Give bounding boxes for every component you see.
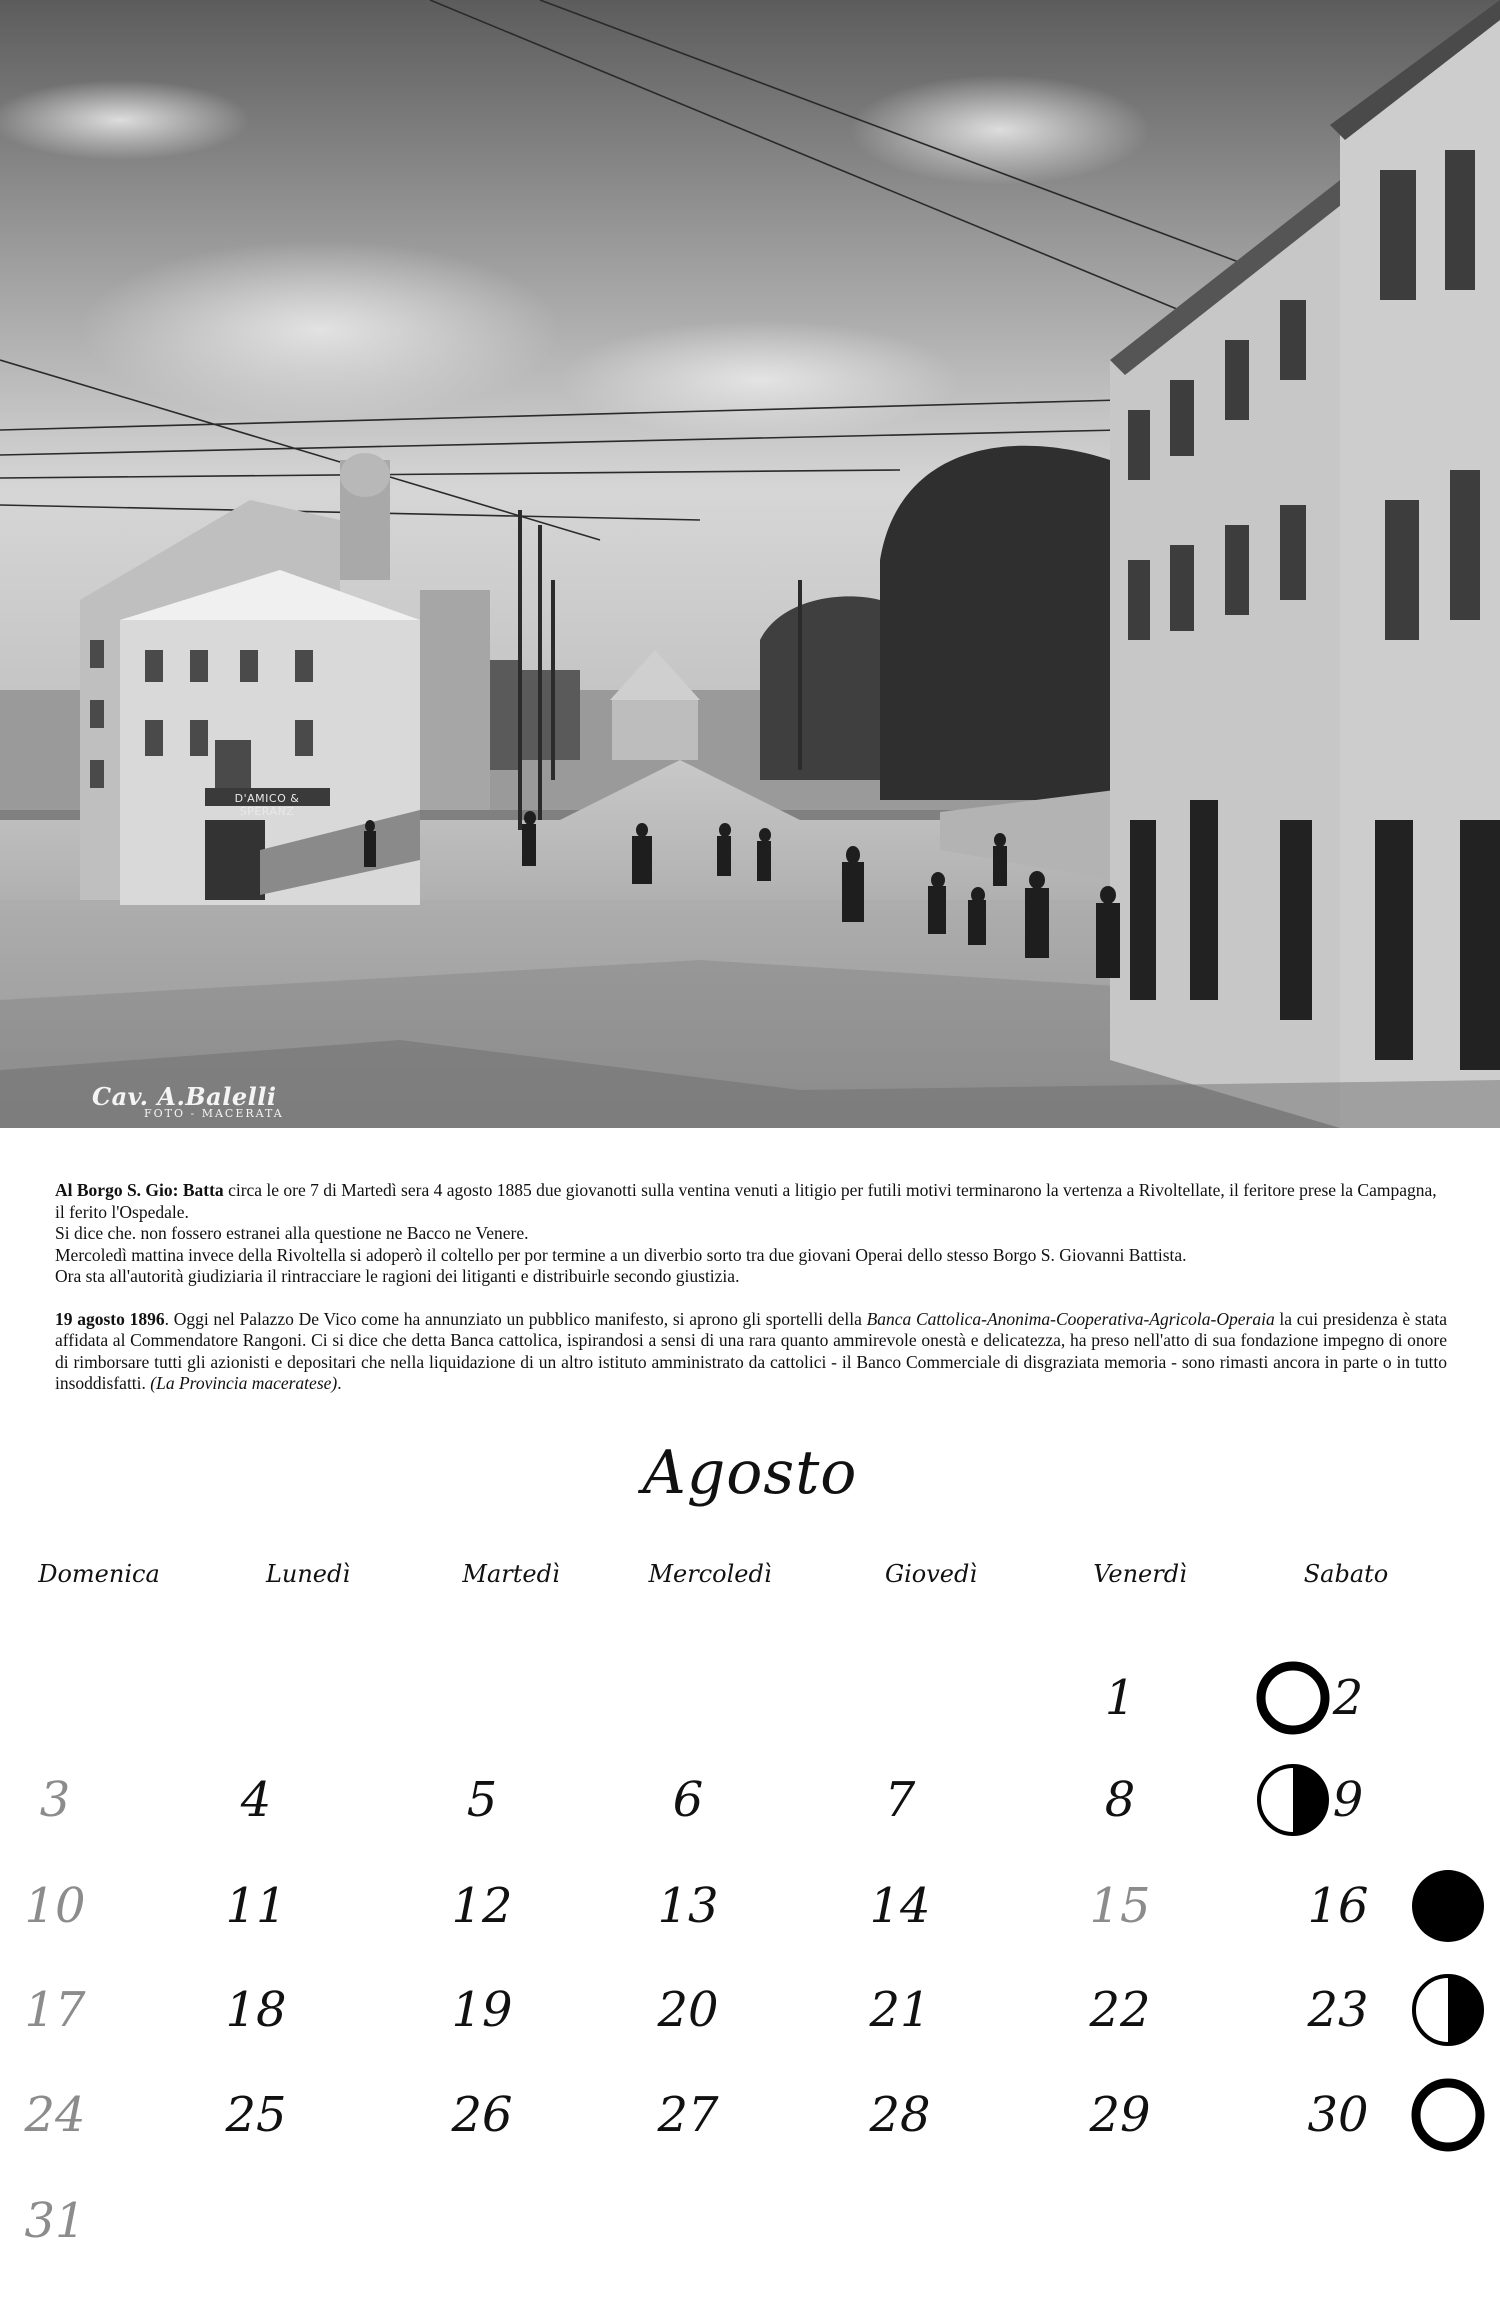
new-moon-icon [1408, 1866, 1488, 1946]
credit-place: FOTO - MACERATA [144, 1107, 284, 1120]
calendar-day: 18 [225, 1982, 287, 2038]
story-2-text-a: . Oggi nel Palazzo De Vico come ha annunziato un pubblico manifesto, si aprono gli sportelli della [164, 1308, 867, 1329]
calendar-day: 24 [24, 2087, 86, 2143]
story-2-end: . [337, 1373, 342, 1393]
calendar-day: 19 [451, 1982, 513, 2038]
shop-sign-text: D'AMICO & SPERANZ [234, 792, 300, 818]
calendar-day: 11 [225, 1878, 287, 1934]
calendar-day: 31 [24, 2193, 86, 2249]
calendar-day: 9 [1332, 1772, 1364, 1828]
calendar-day: 15 [1089, 1878, 1151, 1934]
calendar-day: 3 [39, 1772, 71, 1828]
calendar-day: 21 [869, 1982, 931, 2038]
photographer-credit [92, 1082, 284, 1120]
historical-notes [55, 1180, 1447, 1395]
story-1-line-2: Si dice che. non fossero estranei alla questione ne Bacco ne Venere. [55, 1223, 529, 1243]
calendar-day: 27 [657, 2087, 719, 2143]
calendar-day: 17 [24, 1982, 86, 2038]
month-title: Agosto [642, 1438, 858, 1508]
calendar-day: 6 [672, 1772, 704, 1828]
calendar-day: 8 [1104, 1772, 1136, 1828]
calendar-day: 30 [1307, 2087, 1369, 2143]
story-paragraph-1 [55, 1180, 1447, 1223]
calendar-day: 16 [1307, 1878, 1369, 1934]
first-quarter-icon [1408, 1970, 1488, 2050]
story-1-line-3: Mercoledì mattina invece della Rivoltella si adoperò il coltello per por termine a un diverbio sorto tra due giovani Operai dello stesso Borgo S. Giovanni Battista. [55, 1244, 1187, 1265]
weekday-giovedi: Giovedì [884, 1560, 978, 1588]
calendar-day: 26 [451, 2087, 513, 2143]
story-2-text-b: la cui presidenza è stata affidata al Commendatore Rangoni. Ci si dice che detta Banca cattolica, ispirandosi a sensi di una rara quanto ammirevole onestà e delicatezza, ha preso nell'atto di sua fondazione impegno di onore di rimborsare tutti gli azionisti e depositari che nella liquidazione di un altro istituto amministrato da cattolici - il Banco Commerciale di disgraziata memoria - sono rimasti ancora in parte o in tutto insoddisfatti. [55, 1308, 1447, 1393]
calendar-day: 12 [451, 1878, 513, 1934]
full-moon-icon [1253, 1658, 1333, 1738]
calendar-day: 5 [466, 1772, 498, 1828]
calendar-day: 2 [1332, 1670, 1364, 1726]
story-2-source: (La Provincia maceratese) [150, 1373, 338, 1393]
story-2-heading: 19 agosto 1896 [55, 1308, 165, 1329]
weekday-domenica: Domenica [38, 1560, 160, 1588]
calendar-day: 10 [24, 1878, 86, 1934]
calendar-day: 7 [884, 1772, 916, 1828]
weekday-lunedi: Lunedì [265, 1560, 351, 1588]
story-1-heading: Al Borgo S. Gio: Batta [55, 1180, 224, 1200]
calendar-day: 14 [869, 1878, 931, 1934]
weekday-martedi: Martedì [462, 1560, 560, 1588]
calendar-day: 22 [1089, 1982, 1151, 2038]
story-2-bank-name: Banca Cattolica-Anonima-Cooperativa-Agricola-Operaia [866, 1308, 1275, 1329]
weekday-mercoledi: Mercoledì [648, 1560, 772, 1588]
calendar-day: 28 [869, 2087, 931, 2143]
weekday-sabato: Sabato [1303, 1560, 1389, 1588]
last-quarter-icon [1253, 1760, 1333, 1840]
calendar-day: 4 [240, 1772, 272, 1828]
calendar-day: 23 [1307, 1982, 1369, 2038]
credit-signature: Cav. A.Balelli [92, 1082, 277, 1111]
story-paragraph-2 [55, 1309, 1447, 1395]
calendar-day: 13 [657, 1878, 719, 1934]
historic-street-photo [0, 0, 1500, 1128]
full-moon-icon [1408, 2075, 1488, 2155]
calendar-day: 29 [1089, 2087, 1151, 2143]
weekday-venerdi: Venerdì [1093, 1560, 1187, 1588]
calendar-day: 20 [657, 1982, 719, 2038]
calendar-day: 1 [1104, 1670, 1136, 1726]
calendar-day: 25 [225, 2087, 287, 2143]
story-1-text: circa le ore 7 di Martedì sera 4 agosto 1885 due giovanotti sulla ventina venuti a litigio per futili motivi terminarono la vertenza a Rivoltellate, il feritore prese la Campagna, il ferito l'Ospedale. [55, 1180, 1437, 1222]
story-1-line-4: Ora sta all'autorità giudiziaria il rintracciare le ragioni dei litiganti e distribuirle secondo giustizia. [55, 1266, 740, 1286]
